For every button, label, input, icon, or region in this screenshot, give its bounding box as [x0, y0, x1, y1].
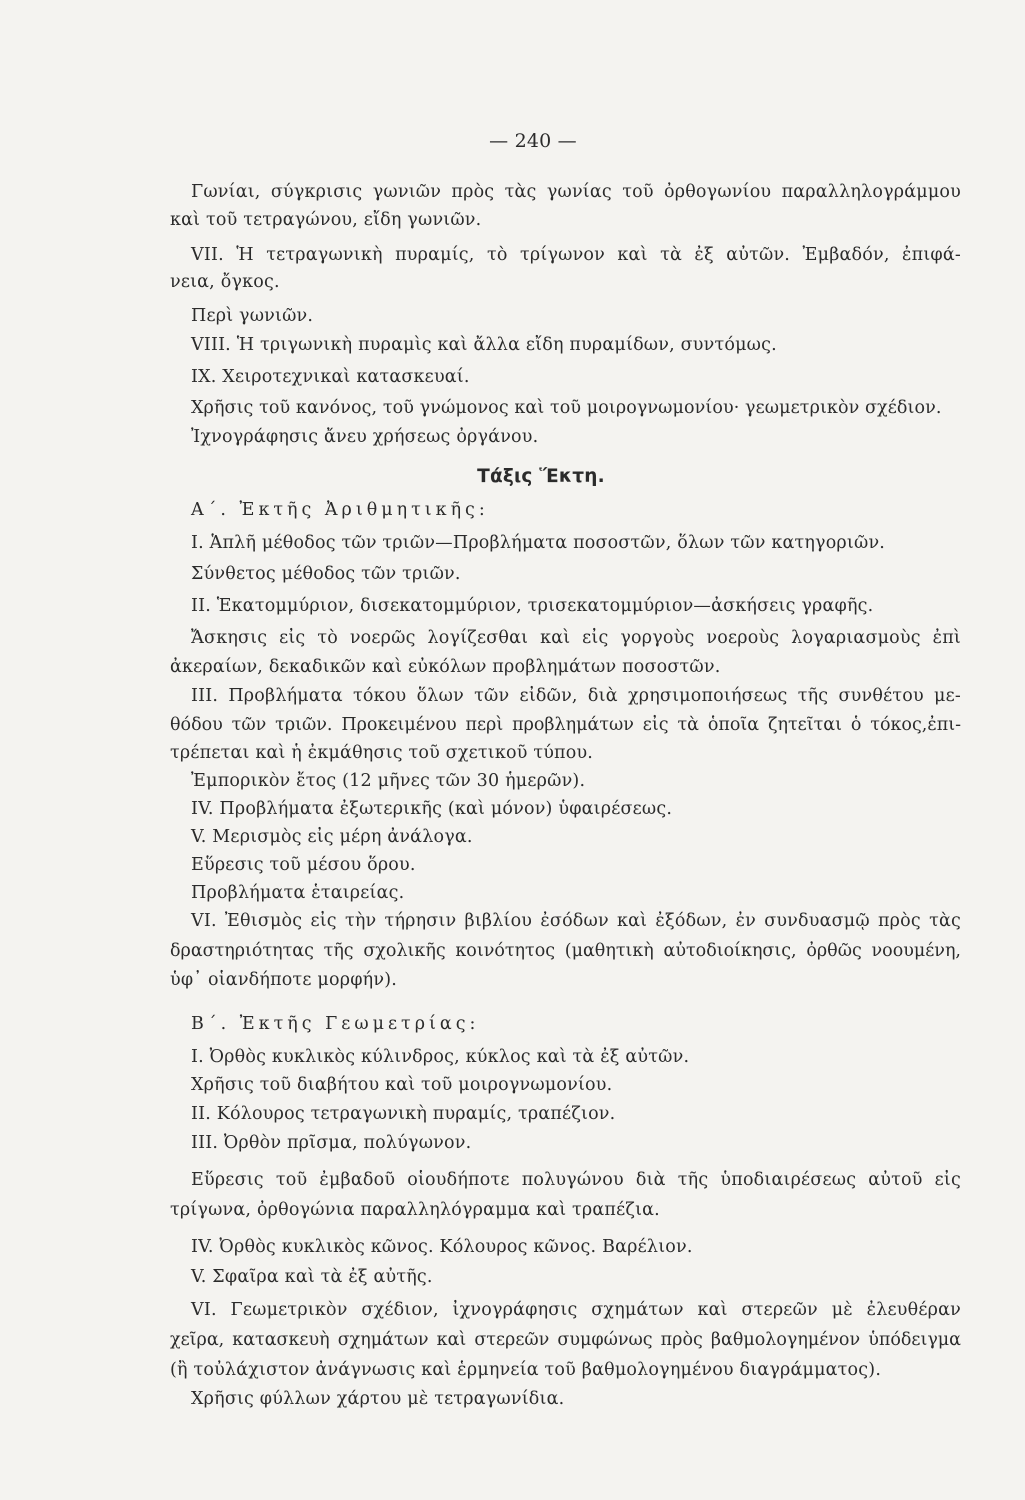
text-line: τρέπεται καὶ ἡ ἐκμάθησις τοῦ σχετικοῦ τύπου. [170, 743, 594, 763]
text-line: Σύνθετος μέθοδος τῶν τριῶν. [191, 564, 461, 584]
text-line: II. Κόλουρος τετραγωνικὴ πυραμίς, τραπέζιον. [191, 1104, 616, 1124]
text-line: Εὕρεσις τοῦ μέσου ὅρου. [191, 855, 416, 875]
text-line: καὶ τοῦ τετραγώνου, εἴδη γωνιῶν. [170, 210, 482, 230]
text-line: θόδου τῶν τριῶν. Προκειμένου περὶ προβλημάτων εἰς τὰ ὁποῖα ζητεῖται ὁ τόκος,ἐπι- [170, 715, 961, 735]
text-line: Ἄσκησις εἰς τὸ νοερῶς λογίζεσθαι καὶ εἰς γοργοὺς νοεροὺς λογαριασμοὺς ἐπὶ [191, 628, 961, 648]
page-number: — 240 — [489, 130, 577, 152]
text-line: I. Ἁπλῆ μέθοδος τῶν τριῶν—Προβλήματα ποσοστῶν, ὅλων τῶν κατηγοριῶν. [191, 533, 886, 553]
text-line: V. Σφαῖρα καὶ τὰ ἐξ αὐτῆς. [191, 1267, 433, 1287]
text-line: IX. Χειροτεχνικαὶ κατασκευαί. [191, 367, 470, 387]
text-line: III. Προβλήματα τόκου ὅλων τῶν εἰδῶν, διὰ χρησιμοποιήσεως τῆς συνθέτου με- [191, 686, 961, 706]
text-line: ὑφ᾽ οἱανδήποτε μορφήν). [170, 970, 397, 990]
text-line: Περὶ γωνιῶν. [191, 306, 314, 326]
text-line: III. Ὀρθὸν πρῖσμα, πολύγωνον. [191, 1133, 472, 1153]
text-line: (ἢ τοὐλάχιστον ἀνάγνωσις καὶ ἑρμηνεία τοῦ βαθμολογημένου διαγράμματος). [170, 1360, 882, 1380]
text-line: χεῖρα, κατασκευὴ σχημάτων καὶ στερεῶν συμφώνως πρὸς βαθμολογημένον ὑπόδειγμα [170, 1330, 961, 1350]
text-line: VI. Ἐθισμὸς εἰς τὴν τήρησιν βιβλίου ἐσόδων καὶ ἐξόδων, ἐν συνδυασμῷ πρὸς τὰς [191, 911, 961, 931]
text-line: I. Ὀρθὸς κυκλικὸς κύλινδρος, κύκλος καὶ τὰ ἐξ αὐτῶν. [191, 1047, 690, 1067]
part-b-title: Β΄. Ἐκτῆς Γεωμετρίας: [191, 1014, 480, 1034]
text-line: IV. Προβλήματα ἐξωτερικῆς (καὶ μόνον) ὑφαιρέσεως. [191, 799, 673, 819]
text-line: Ἰχνογράφησις ἄνευ χρήσεως ὀργάνου. [191, 427, 539, 447]
text-line: νεια, ὄγκος. [170, 272, 280, 292]
text-line: V. Μερισμὸς εἰς μέρη ἀνάλογα. [191, 827, 473, 847]
text-line: VII. Ἡ τετραγωνικὴ πυραμίς, τὸ τρίγωνον καὶ τὰ ἐξ αὐτῶν. Ἐμβαδόν, ἐπιφά- [191, 245, 961, 265]
text-line: Ἐμπορικὸν ἔτος (12 μῆνες τῶν 30 ἡμερῶν). [191, 771, 586, 791]
text-line: Γωνίαι, σύγκρισις γωνιῶν πρὸς τὰς γωνίας τοῦ ὀρθογωνίου παραλληλογράμμου [191, 182, 961, 202]
text-line: Προβλήματα ἑταιρείας. [191, 883, 405, 903]
text-line: Χρῆσις φύλλων χάρτου μὲ τετραγωνίδια. [191, 1389, 565, 1409]
text-line: δραστηριότητας τῆς σχολικῆς κοινότητος (μαθητικὴ αὐτοδιοίκησις, ὀρθῶς νοουμένη, [170, 941, 961, 961]
section-heading: Τάξις Ἕκτη. [477, 466, 605, 487]
text-line: ἀκεραίων, δεκαδικῶν καὶ εὐκόλων προβλημάτων ποσοστῶν. [170, 657, 721, 677]
text-line: VI. Γεωμετρικὸν σχέδιον, ἰχνογράφησις σχημάτων καὶ στερεῶν μὲ ἐλευθέραν [191, 1300, 961, 1320]
text-line: IV. Ὀρθὸς κυκλικὸς κῶνος. Κόλουρος κῶνος. Βαρέλιον. [191, 1237, 693, 1257]
text-line: Εὕρεσις τοῦ ἐμβαδοῦ οἱουδήποτε πολυγώνου διὰ τῆς ὑποδιαιρέσεως αὐτοῦ εἰς [191, 1170, 961, 1190]
text-line: II. Ἑκατομμύριον, δισεκατομμύριον, τρισεκατομμύριον—ἀσκήσεις γραφῆς. [191, 596, 874, 616]
text-line: τρίγωνα, ὀρθογώνια παραλληλόγραμμα καὶ τραπέζια. [170, 1200, 660, 1220]
text-line: VIII. Ἡ τριγωνικὴ πυραμὶς καὶ ἄλλα εἴδη πυραμίδων, συντόμως. [191, 335, 777, 355]
text-line: Χρῆσις τοῦ διαβήτου καὶ τοῦ μοιρογνωμονίου. [191, 1075, 613, 1095]
part-a-title: Α΄. Ἐκτῆς Ἀριθμητικῆς: [191, 500, 489, 520]
text-line: Χρῆσις τοῦ κανόνος, τοῦ γνώμονος καὶ τοῦ μοιρογνωμονίου· γεωμετρικὸν σχέδιον. [191, 398, 942, 418]
